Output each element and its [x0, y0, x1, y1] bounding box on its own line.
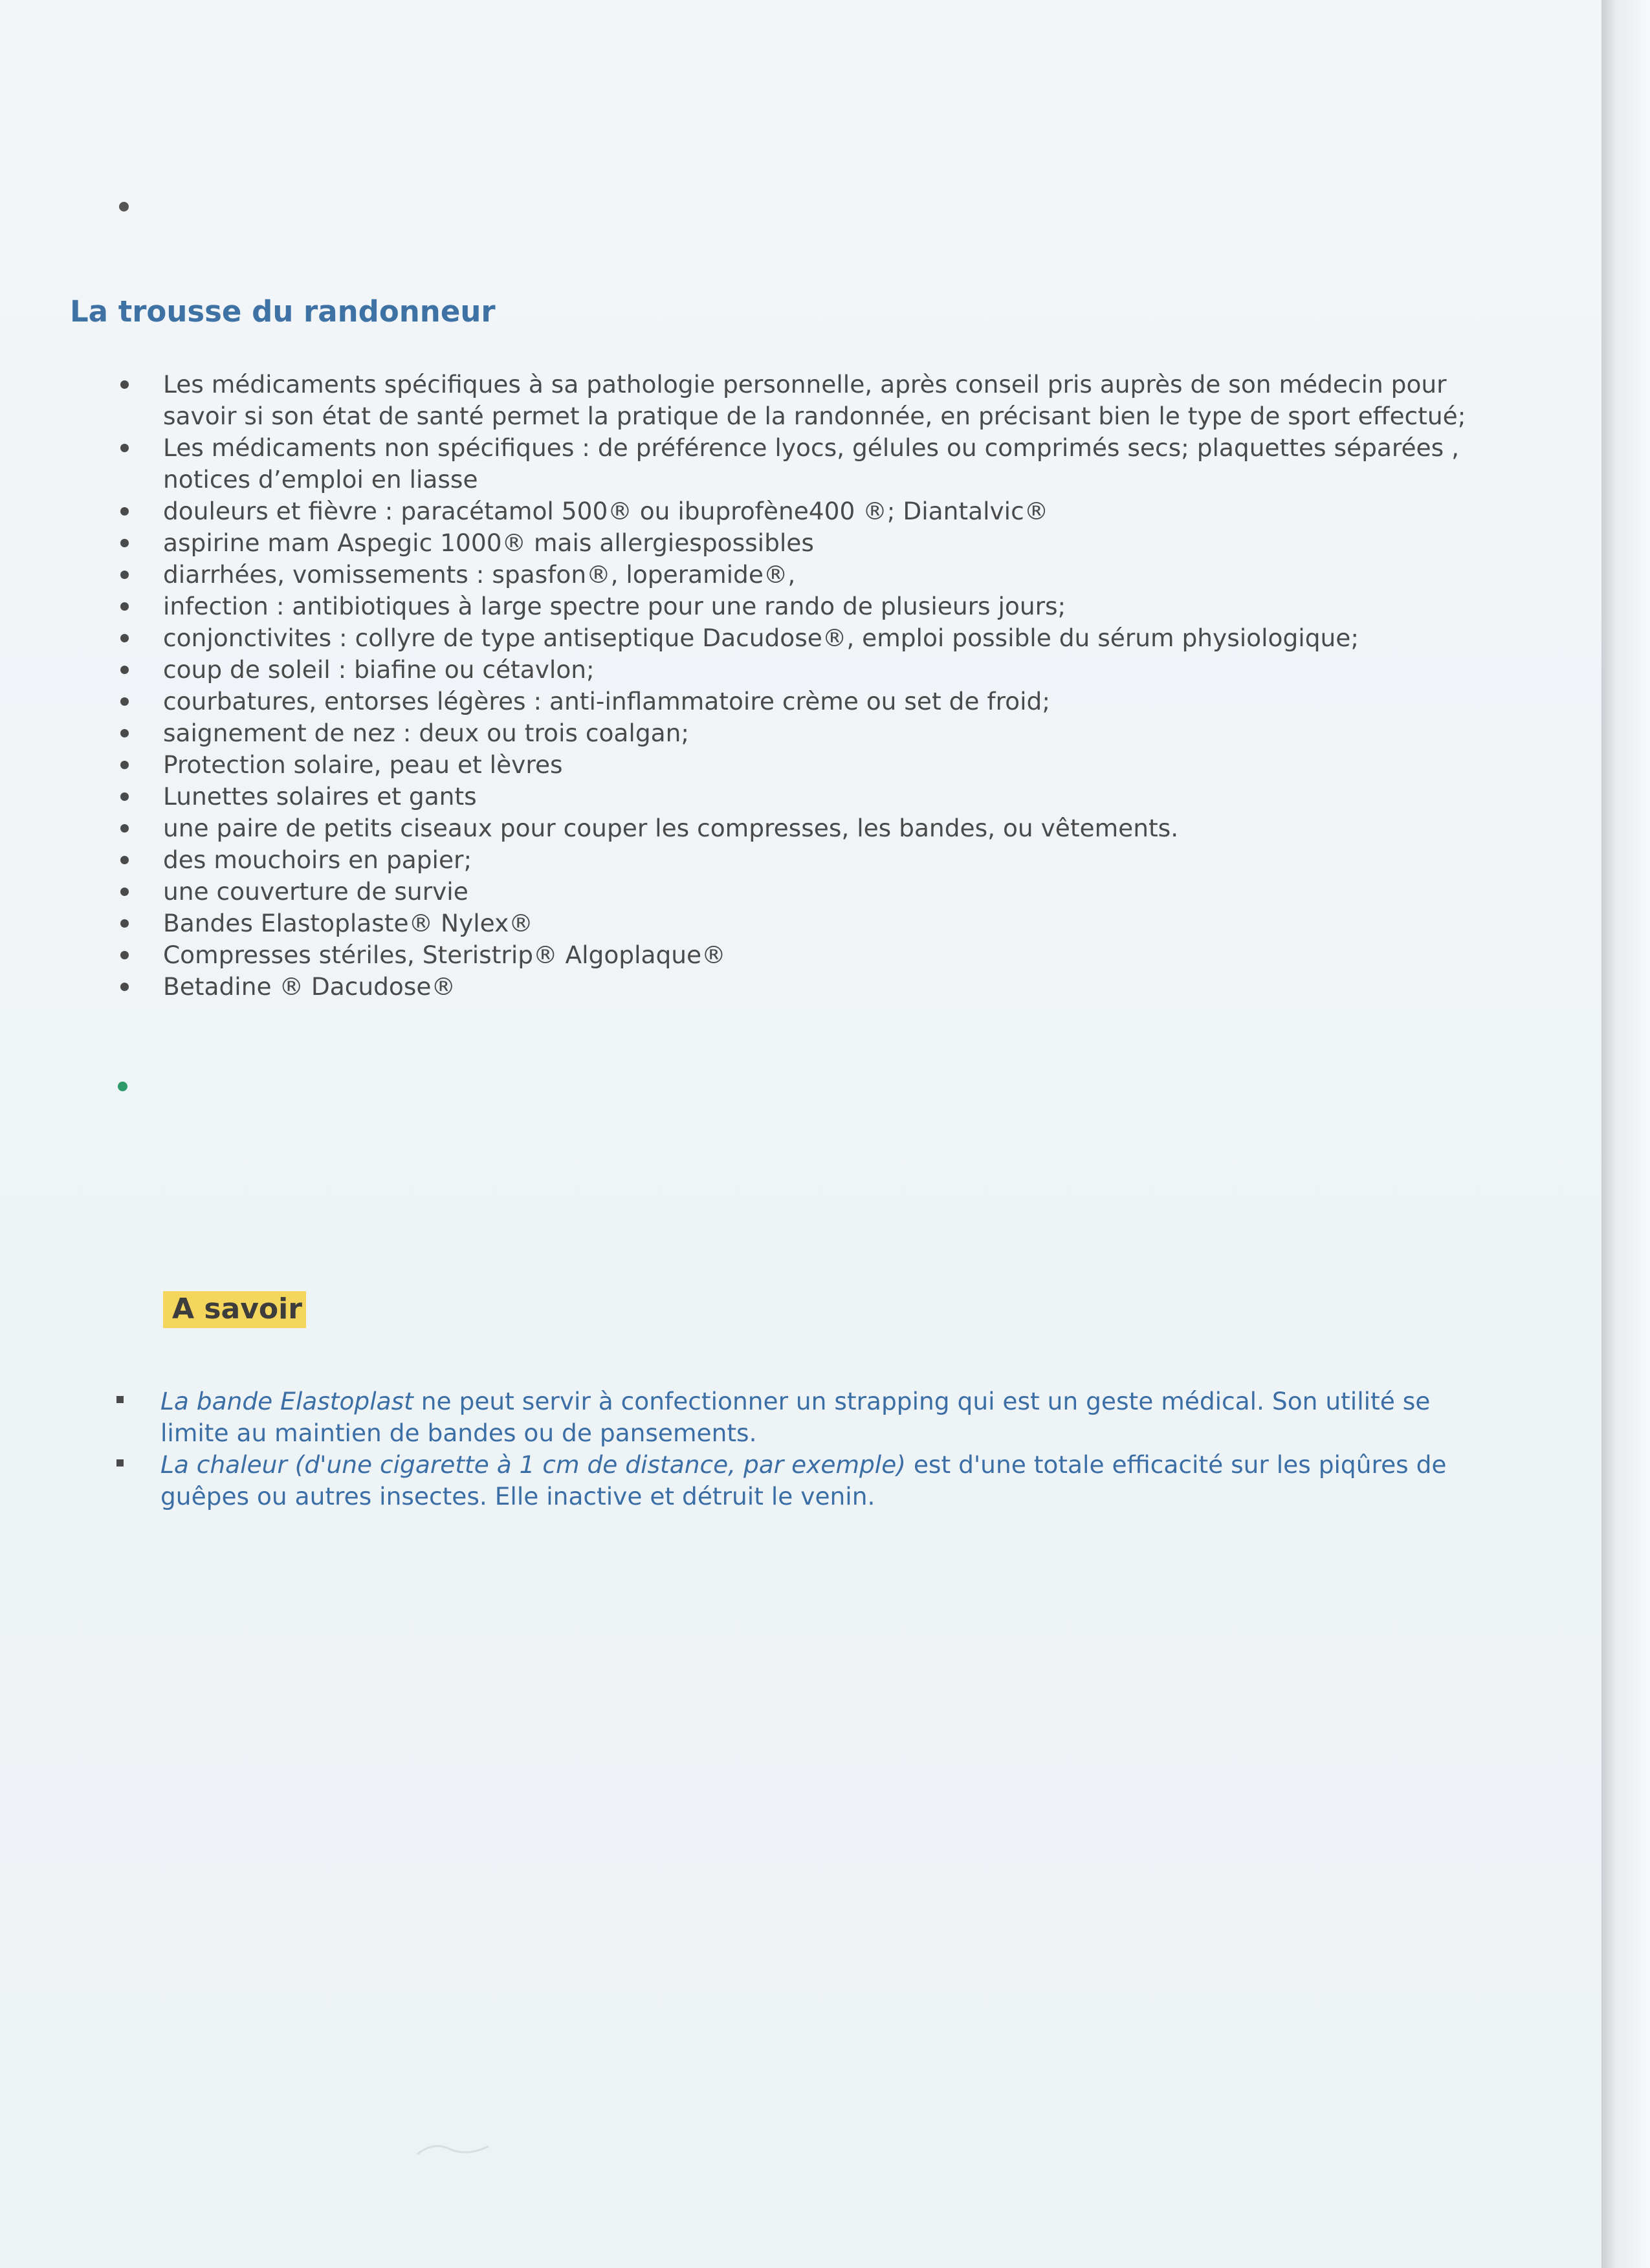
list-item-text: infection : antibiotiques à large spectre pour une rando de plusieurs jours;	[163, 592, 1066, 620]
list-item-text: coup de soleil : biafine ou cétavlon;	[163, 655, 595, 684]
list-item-text: Betadine ® Dacudose®	[163, 972, 456, 1001]
bullet-icon	[120, 729, 129, 737]
savoir-item-italic: La chaleur (d'une cigarette à 1 cm de distance, par exemple)	[160, 1450, 906, 1479]
bullet-icon	[120, 507, 129, 516]
bullet-icon	[120, 856, 129, 864]
bullet-icon	[120, 539, 129, 547]
bullet-icon	[120, 792, 129, 801]
list-item	[0, 622, 1488, 654]
bullet-icon	[120, 666, 129, 674]
list-item	[0, 717, 1488, 749]
list-item	[0, 496, 1488, 527]
square-bullet-icon	[116, 1396, 124, 1403]
list-item-text: Les médicaments non spécifiques : de préférence lyocs, gélules ou comprimés secs; plaquettes séparées , notices d’emploi en liasse	[163, 433, 1459, 494]
square-bullet-icon	[116, 1459, 124, 1467]
list-item	[0, 369, 1488, 432]
list-item-text: Bandes Elastoplaste® Nylex®	[163, 909, 533, 937]
list-item	[0, 812, 1488, 844]
list-item-text: une paire de petits ciseaux pour couper les compresses, les bandes, ou vêtements.	[163, 814, 1179, 842]
list-item-text: aspirine mam Aspegic 1000® mais allergiespossibles	[163, 529, 814, 557]
bullet-icon	[120, 571, 129, 579]
list-item-text: diarrhées, vomissements : spasfon®, loperamide®,	[163, 560, 796, 589]
list-item	[0, 939, 1488, 971]
supplies-list	[0, 369, 1488, 1003]
bullet-icon	[120, 983, 129, 991]
empty-green-bullet	[118, 1082, 127, 1091]
page-edge	[1601, 0, 1650, 2268]
savoir-item	[0, 1386, 1488, 1449]
savoir-item	[0, 1449, 1488, 1512]
list-item	[0, 971, 1488, 1003]
bullet-icon	[120, 951, 129, 959]
list-item-text: Lunettes solaires et gants	[163, 782, 477, 811]
list-item	[0, 527, 1488, 559]
list-item-text: Protection solaire, peau et lèvres	[163, 750, 563, 779]
list-item	[0, 781, 1488, 812]
savoir-item-text: est d'une totale efficacité sur les piqûres de guêpes ou autres insectes. Elle inactive et détruit le venin.	[160, 1450, 1447, 1510]
list-item-text: Les médicaments spécifiques à sa pathologie personnelle, après conseil pris auprès de son médecin pour savoir si son état de santé permet la pratique de la randonnée, en précisant bien le type de sport effectué;	[163, 370, 1466, 430]
document-title: La trousse du randonneur	[70, 294, 496, 329]
list-item-text: saignement de nez : deux ou trois coalgan;	[163, 719, 690, 747]
list-item	[0, 591, 1488, 622]
bullet-icon	[120, 634, 129, 642]
savoir-item-italic: La bande Elastoplast	[160, 1387, 413, 1415]
list-item-text: une couverture de survie	[163, 877, 468, 906]
list-item	[0, 908, 1488, 939]
list-item	[0, 686, 1488, 717]
bullet-icon	[120, 888, 129, 896]
list-item	[0, 432, 1488, 496]
bullet-icon	[120, 761, 129, 769]
scan-smudge	[414, 2135, 492, 2161]
savoir-item-text: ne peut servir à confectionner un strapping qui est un geste médical. Son utilité se limite au maintien de bandes ou de pansements.	[160, 1387, 1431, 1447]
list-item	[0, 654, 1488, 686]
list-item	[0, 749, 1488, 781]
list-item-text: conjonctivites : collyre de type antiseptique Dacudose®, emploi possible du sérum physiologique;	[163, 624, 1359, 652]
list-item	[0, 844, 1488, 876]
list-item-text: courbatures, entorses légères : anti-inflammatoire crème ou set de froid;	[163, 687, 1050, 715]
list-item-text: Compresses stériles, Steristrip® Algoplaque®	[163, 941, 726, 969]
empty-bullet	[119, 202, 129, 212]
bullet-icon	[120, 824, 129, 833]
savoir-heading: A savoir	[163, 1291, 306, 1328]
list-item-text: des mouchoirs en papier;	[163, 845, 472, 874]
bullet-icon	[120, 444, 129, 452]
bullet-icon	[120, 380, 129, 389]
list-item	[0, 876, 1488, 908]
list-item	[0, 559, 1488, 591]
list-item-text: douleurs et fièvre : paracétamol 500® ou ibuprofène400 ®; Diantalvic®	[163, 497, 1049, 525]
bullet-icon	[120, 919, 129, 928]
savoir-list	[0, 1386, 1488, 1512]
bullet-icon	[120, 697, 129, 706]
bullet-icon	[120, 602, 129, 611]
